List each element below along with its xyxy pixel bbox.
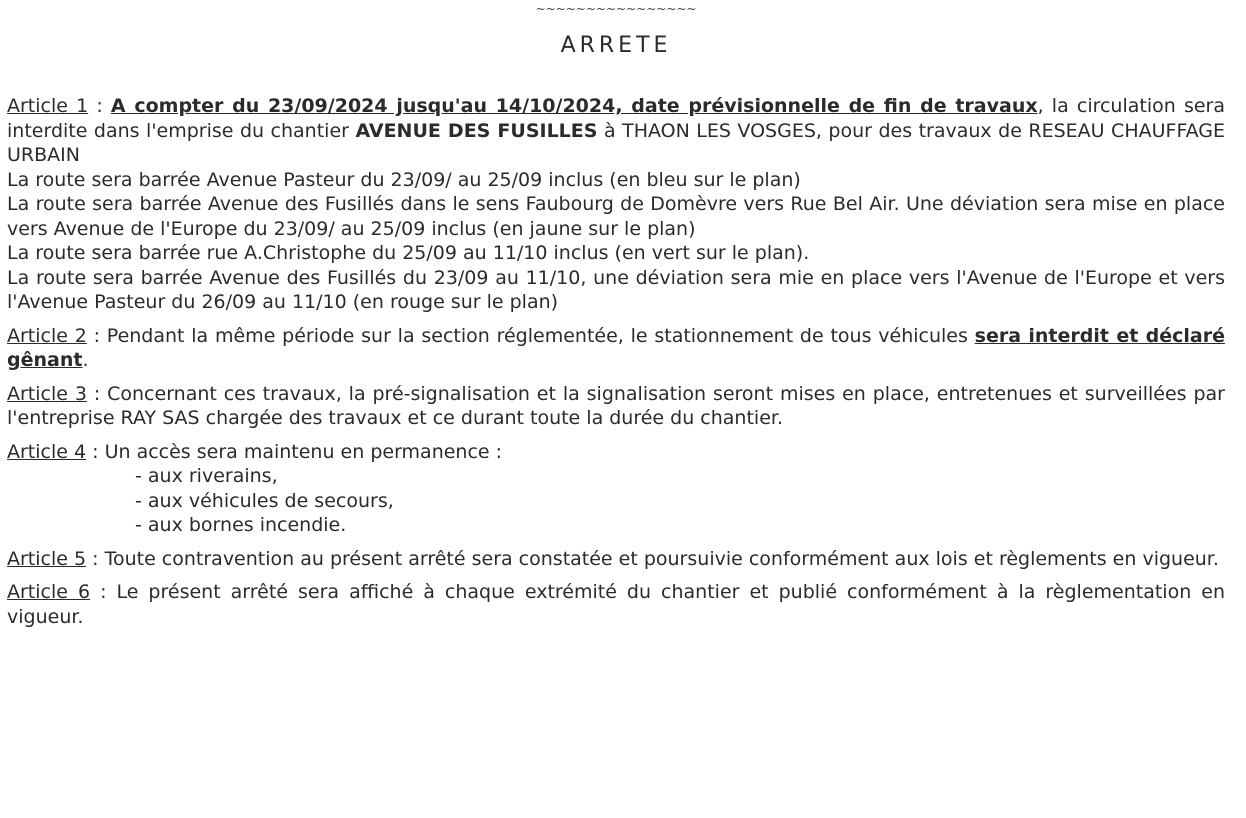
list-item: - aux bornes incendie.: [135, 514, 347, 536]
article-5: [7, 547, 1225, 572]
article-6-label: Article 6: [7, 581, 91, 603]
article-4-text: Un accès sera maintenu en permanence :: [104, 440, 503, 463]
article-3: [7, 382, 1225, 431]
article-4-list: [7, 464, 1225, 538]
article-3-text: Concernant ces travaux, la pré-signalisation et la signalisation seront mises en place, entretenues et surveillées par l'entreprise RAY SAS chargée des travaux et ce durant toute la durée du chantier.: [7, 382, 1225, 429]
article-4-separator: :: [86, 440, 105, 463]
article-2-text: Pendant la même période sur la section réglementée, le stationnement de tous véhicules: [106, 324, 975, 347]
article-1-line-fusilles-deviation: La route sera barrée Avenue des Fusillés dans le sens Faubourg de Domèvre vers Rue Bel Air. Une déviation sera mise en place vers Avenue de l'Europe du 23/09/ au 25/09 inclus (en jaune sur le plan): [7, 193, 1225, 240]
article-1-line-christophe: La route sera barrée rue A.Christophe du 25/09 au 11/10 inclus (en vert sur le plan).: [7, 242, 810, 264]
article-5-text: Toute contravention au présent arrêté sera constatée et poursuivie conformément aux lois et règlements en vigueur.: [104, 547, 1219, 570]
article-6: [7, 580, 1225, 629]
article-1-text-b: à THAON LES VOSGES, pour des travaux de RESEAU CHAUFFAGE URBAIN: [7, 119, 1226, 166]
article-1-line-pasteur: La route sera barrée Avenue Pasteur du 23/09/ au 25/09 inclus (en bleu sur le plan): [7, 168, 801, 191]
article-5-separator: :: [86, 547, 105, 570]
article-3-label: Article 3: [7, 382, 87, 405]
article-4: [7, 440, 1225, 538]
article-1-street: AVENUE DES FUSILLES: [355, 119, 598, 142]
article-2-separator: :: [86, 324, 107, 347]
article-2-end: .: [82, 349, 89, 371]
list-item: - aux riverains,: [135, 465, 278, 487]
article-6-separator: :: [90, 581, 117, 603]
page-title: ARRETE: [560, 33, 672, 58]
article-3-separator: :: [86, 382, 108, 405]
article-5-label: Article 5: [7, 547, 87, 570]
document-page: [7, 0, 1225, 629]
article-2: [7, 324, 1225, 373]
list-item: - aux véhicules de secours,: [135, 489, 394, 512]
article-1-line-fusilles-rouge: La route sera barrée Avenue des Fusillés du 23/09 au 11/10, une déviation sera mie en place vers l'Avenue de l'Europe et vers l'Avenue Pasteur du 26/09 au 11/10 (en rouge sur le plan): [7, 266, 1225, 313]
article-1: [7, 94, 1225, 315]
article-1-separator: :: [88, 95, 111, 117]
article-4-label: Article 4: [7, 440, 87, 463]
article-1-text-a: , la circulation sera interdite dans l'emprise du chantier: [7, 95, 1225, 142]
article-6-text: Le présent arrêté sera affiché à chaque extrémité du chantier et publié conformément à la règlementation en vigueur.: [7, 581, 1225, 628]
article-1-dates: A compter du 23/09/2024 jusqu'au 14/10/2024, date prévisionnelle de fin de travaux: [110, 95, 1038, 117]
article-2-underlined: sera interdit et déclaré gênant: [7, 324, 1225, 371]
title-decoration: ~~~~~~~~~~~~~~~~: [535, 2, 697, 16]
article-1-label: Article 1: [7, 95, 89, 117]
article-2-label: Article 2: [7, 324, 87, 347]
